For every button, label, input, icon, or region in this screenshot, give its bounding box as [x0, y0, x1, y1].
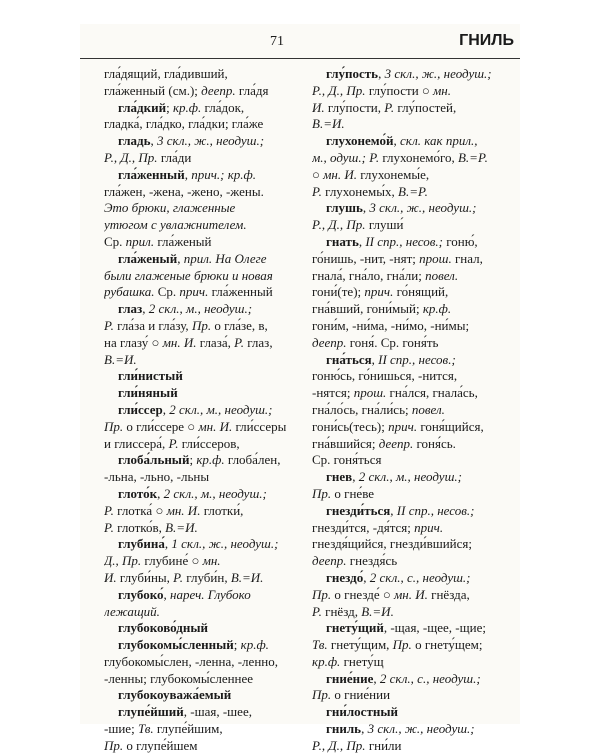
entry-text: ,: [184, 166, 192, 182]
dictionary-line: [312, 66, 517, 83]
entry-text: гла́ди: [157, 149, 192, 165]
entry-text: гла́дя: [235, 82, 269, 98]
headword: глаз: [118, 301, 143, 317]
entry-text: и глиссера́,: [104, 435, 169, 451]
grammar-note: прич.; кр.ф.: [191, 166, 257, 182]
entry-text: глуби́ны,: [116, 569, 174, 585]
dictionary-line: [312, 133, 517, 150]
entry-text: о гние́нии: [331, 687, 391, 703]
dictionary-line: [104, 503, 309, 520]
grammar-note: Пр.: [191, 317, 212, 333]
dictionary-line: [312, 200, 517, 217]
grammar-note: деепр.: [312, 334, 347, 350]
headword: гнев: [326, 469, 353, 485]
dictionary-line: [312, 452, 517, 469]
page-header: [80, 24, 520, 60]
grammar-note: Тв.: [137, 721, 154, 737]
dictionary-line: [312, 234, 517, 251]
entry-text: ,: [378, 66, 385, 81]
grammar-note: лежащий.: [104, 603, 160, 619]
grammar-note: кр.ф.: [312, 653, 341, 669]
grammar-note: прил. На Олеге: [183, 250, 267, 266]
headword: глубоково́дный: [118, 620, 208, 636]
headword: гнать: [326, 233, 359, 249]
dictionary-line: [104, 83, 309, 100]
entry-text: гла́женный (см.);: [104, 82, 202, 98]
entry-text: ,: [177, 250, 184, 266]
grammar-note: нареч. Глубоко: [170, 586, 251, 602]
grammar-note: м., одуш.; Р.: [312, 149, 380, 165]
dictionary-line: [104, 100, 309, 117]
dictionary-line: [104, 167, 309, 184]
dictionary-line: [312, 620, 517, 637]
entry-text: глоба́лен,: [224, 452, 281, 468]
dictionary-line: [104, 368, 309, 385]
entry-text: гна́вший, гони́мый;: [312, 301, 423, 317]
entry-text: глухонемо́го,: [379, 149, 458, 165]
dictionary-line: [104, 570, 309, 587]
entry-text: ,: [390, 502, 397, 518]
grammar-note: 2 скл., с., неодуш.;: [369, 569, 471, 585]
dictionary-line: [104, 301, 309, 318]
entry-text: ;: [233, 637, 241, 653]
grammar-note: В.=И.: [312, 116, 345, 132]
grammar-note: II спр., несов.;: [378, 351, 456, 367]
dictionary-line: [104, 620, 309, 637]
grammar-note: Р., Д., Пр.: [104, 149, 158, 165]
entry-text: гли́ссеров,: [178, 435, 240, 451]
entry-text: гоня́щийся,: [417, 418, 484, 434]
entry-text: ,: [373, 670, 380, 686]
dictionary-line: [312, 536, 517, 553]
grammar-note: В.=Р.: [398, 183, 428, 199]
grammar-note: Р.: [312, 603, 322, 619]
dictionary-line: [312, 368, 517, 385]
dictionary-line: [104, 520, 309, 537]
grammar-note: мн. И.: [166, 502, 201, 518]
entry-text: гоню́сь, го́нишься, -нится,: [312, 368, 458, 384]
grammar-note: прош.: [419, 250, 452, 266]
dictionary-line: [312, 654, 517, 671]
grammar-note: деепр.: [201, 82, 236, 98]
entry-text: гнету́щ: [340, 653, 384, 669]
grammar-note: II спр., несов.;: [396, 502, 475, 518]
entry-text: ,: [150, 133, 157, 149]
dictionary-line: [104, 116, 309, 133]
entry-text: глупе́йшим,: [153, 721, 223, 737]
headword: гла́женный: [118, 166, 185, 182]
grammar-note: Пр.: [104, 737, 124, 753]
dictionary-line: [312, 100, 517, 117]
grammar-note: 2 скл., м., неодуш.;: [163, 485, 267, 501]
dictionary-line: [104, 385, 309, 402]
entry-text: о гли́ссере ○: [123, 418, 199, 434]
grammar-note: прил.: [125, 233, 155, 249]
entry-text: гна́вшийся;: [312, 435, 379, 451]
entry-text: глаза́,: [196, 334, 235, 350]
entry-text: гладка́, гла́дко, гла́дки; гла́же: [104, 116, 264, 132]
grammar-note: 3 скл., ж., неодуш.;: [157, 133, 265, 149]
grammar-note: Это брюки, глаженные: [104, 200, 236, 216]
grammar-note: Пр.: [312, 586, 332, 602]
entry-text: ○: [312, 166, 324, 182]
headword: гние́ние: [326, 670, 374, 686]
entry-text: о гла́зе, в,: [211, 317, 268, 333]
dictionary-line: [104, 704, 309, 721]
entry-text: глаз,: [244, 334, 273, 350]
grammar-note: Пр.: [312, 687, 332, 703]
dictionary-line: [104, 637, 309, 654]
dictionary-line: [312, 637, 517, 654]
entry-text: о глупе́йшем: [123, 737, 198, 753]
dictionary-line: [104, 721, 309, 738]
grammar-note: рубашка.: [104, 284, 155, 300]
grammar-note: Р.: [104, 519, 114, 535]
dictionary-line: [104, 217, 309, 234]
entry-text: гнезди́тся, -дя́тся;: [312, 519, 415, 535]
dictionary-line: [104, 436, 309, 453]
headword: гладь: [118, 133, 151, 149]
entry-text: глу́пости ○: [365, 82, 434, 98]
grammar-note: мн. И.: [323, 166, 357, 182]
grammar-note: Р.: [312, 183, 322, 199]
entry-text: ,: [363, 569, 370, 585]
grammar-note: мн. И.: [198, 418, 233, 434]
grammar-note: Пр.: [104, 418, 124, 434]
entry-text: глуши́: [365, 217, 404, 233]
dictionary-line: [312, 738, 517, 755]
grammar-note: Р., Д., Пр.: [312, 82, 366, 98]
dictionary-line: [312, 486, 517, 503]
grammar-note: 2 скл., м., неодуш.;: [148, 301, 253, 317]
grammar-note: прош.: [353, 385, 387, 401]
page-number: 71: [270, 34, 284, 49]
grammar-note: деепр.: [378, 435, 414, 451]
entry-text: гоня́. Ср. гоня́ть: [346, 334, 439, 350]
entry-text: Ср. гоня́ться: [312, 452, 382, 468]
dictionary-line: [312, 721, 517, 738]
entry-text: глухонемы́е,: [357, 166, 430, 182]
headword: глупе́йший: [118, 704, 184, 720]
dictionary-line: [104, 687, 309, 704]
entry-text: ,: [358, 233, 366, 249]
grammar-note: прич.: [388, 418, 418, 434]
entry-text: гоня́сь.: [413, 435, 456, 451]
grammar-note: Р.: [104, 502, 114, 518]
dictionary-line: [104, 671, 309, 688]
dictionary-line: [312, 167, 517, 184]
grammar-note: Р., Д., Пр.: [312, 217, 366, 233]
grammar-note: II спр., несов.;: [365, 233, 443, 249]
entry-text: глубокомы́слен, -ленна, -ленно,: [104, 653, 278, 669]
dictionary-line: [104, 200, 309, 217]
entry-text: гла́женный: [208, 284, 273, 300]
grammar-note: 2 скл., с., неодуш.;: [379, 670, 481, 686]
entry-text: о гнету́щем;: [411, 637, 483, 653]
grammar-note: прич.: [414, 519, 444, 535]
headword: глубоко́: [118, 586, 164, 602]
dictionary-line: [104, 234, 309, 251]
headword: глушь: [326, 200, 363, 216]
dictionary-line: [312, 503, 517, 520]
entry-text: глуби́н,: [183, 569, 231, 585]
entry-text: гла́за и гла́зу,: [113, 317, 192, 333]
dictionary-line: [312, 352, 517, 369]
dictionary-line: [104, 536, 309, 553]
grammar-note: Пр.: [312, 485, 332, 501]
grammar-note: Р., Д., Пр.: [312, 737, 366, 753]
entry-text: гла́дящий, гла́дивший,: [104, 66, 228, 81]
dictionary-line: [104, 66, 309, 83]
grammar-note: кр.ф.: [196, 452, 225, 468]
entry-text: -льна, -льно, -льны: [104, 469, 210, 485]
dictionary-line: [312, 570, 517, 587]
entry-text: Ср.: [154, 284, 180, 300]
dictionary-line: [312, 553, 517, 570]
headword: глу́пость: [326, 66, 379, 81]
grammar-note: повел.: [425, 267, 459, 283]
entry-text: гнету́щим,: [327, 637, 393, 653]
dictionary-line: [312, 335, 517, 352]
dictionary-line: [104, 469, 309, 486]
dictionary-page: [80, 24, 520, 753]
dictionary-line: [312, 251, 517, 268]
entry-text: глу́постей,: [394, 99, 457, 115]
dictionary-line: [104, 604, 309, 621]
dictionary-line: [312, 83, 517, 100]
entry-text: ,: [163, 586, 171, 602]
dictionary-line: [104, 184, 309, 201]
left-column: [104, 66, 309, 755]
grammar-note: мн.: [202, 553, 221, 569]
dictionary-line: [312, 385, 517, 402]
entry-text: гнездя́сь: [346, 553, 398, 569]
grammar-note: В.=И.: [230, 569, 264, 585]
entry-text: ;: [189, 452, 197, 468]
entry-text: гнёзда,: [427, 586, 470, 602]
grammar-note: повел.: [411, 401, 445, 417]
grammar-note: В.=И.: [165, 519, 198, 535]
headword: гнету́щий: [326, 620, 384, 636]
headword: гнездо́: [326, 569, 364, 585]
entry-text: ,: [162, 401, 170, 417]
grammar-note: прич.: [179, 284, 209, 300]
grammar-note: скл. как прил.,: [399, 133, 478, 149]
dictionary-line: [104, 402, 309, 419]
grammar-note: мн. И.: [162, 334, 197, 350]
grammar-note: кр.ф.: [172, 99, 202, 115]
grammar-note: 3 скл., ж., неодуш.;: [369, 200, 477, 216]
entry-text: гла́жен, -жена, -жено, -жены.: [104, 183, 264, 199]
grammar-note: утюгом с увлажнителем.: [104, 217, 247, 233]
dictionary-line: [312, 301, 517, 318]
dictionary-line: [312, 436, 517, 453]
dictionary-line: [312, 520, 517, 537]
entry-text: Ср.: [104, 233, 126, 249]
headword: гли́няный: [118, 385, 178, 401]
dictionary-line: [312, 116, 517, 133]
entry-text: гни́ли: [365, 737, 402, 753]
entry-text: ,: [142, 301, 149, 317]
entry-text: ,: [362, 200, 370, 216]
grammar-note: деепр.: [312, 553, 347, 569]
entry-text: на глазу́ ○: [104, 334, 163, 350]
dictionary-line: [312, 402, 517, 419]
grammar-note: 3 скл., ж., неодуш.;: [367, 721, 475, 737]
dictionary-line: [104, 486, 309, 503]
headword: гли́ссер: [118, 401, 163, 417]
entry-text: ,: [157, 485, 164, 501]
headword: глубокоуважа́емый: [118, 687, 232, 703]
dictionary-line: [312, 587, 517, 604]
entry-text: гла́док,: [201, 99, 245, 115]
entry-text: глубине́ ○: [141, 553, 203, 569]
dictionary-line: [312, 284, 517, 301]
entry-text: го́нящий,: [393, 284, 449, 300]
entry-text: гнездя́щийся, гнезди́вшийся;: [312, 536, 472, 552]
entry-text: гони́м, -ни́ма, -ни́мо, -ни́мы;: [312, 317, 470, 333]
dictionary-line: [104, 587, 309, 604]
grammar-note: мн. И.: [394, 586, 428, 602]
grammar-note: В.=Р.: [457, 149, 488, 165]
entry-text: , -шая, -шее,: [183, 704, 252, 720]
entry-text: гна́лся, гнала́сь,: [386, 385, 478, 401]
entry-text: ,: [371, 351, 379, 367]
grammar-note: мн.: [433, 82, 452, 98]
dictionary-line: [104, 284, 309, 301]
dictionary-line: [312, 318, 517, 335]
dictionary-line: [312, 419, 517, 436]
entry-text: глотко́в,: [113, 519, 166, 535]
headword: гни́лостный: [326, 704, 398, 720]
entry-text: -ленны; глубокомы́сленнее: [104, 670, 254, 686]
grammar-note: 2 скл., м., неодуш.;: [358, 469, 462, 485]
entry-text: гли́ссеры: [232, 418, 287, 434]
entry-text: гоню́,: [442, 233, 478, 249]
headword: глухонемо́й: [326, 133, 394, 149]
dictionary-line: [104, 150, 309, 167]
headword: гли́нистый: [118, 368, 183, 384]
entry-text: глотка́ ○: [113, 502, 167, 518]
grammar-note: В.=И.: [361, 603, 394, 619]
grammar-note: Р.: [104, 317, 114, 333]
headword: гнезди́ться: [326, 502, 391, 518]
grammar-note: 1 скл., ж., неодуш.;: [171, 536, 279, 552]
dictionary-line: [104, 251, 309, 268]
headword: глото́к: [118, 485, 158, 501]
entry-text: -шие;: [104, 721, 138, 737]
dictionary-line: [104, 419, 309, 436]
entry-text: о гне́ве: [331, 485, 375, 501]
headword: гла́дкий: [118, 99, 167, 115]
grammar-note: И.: [104, 569, 117, 585]
entry-text: гони́сь(тесь);: [312, 418, 389, 434]
entry-text: ;: [166, 99, 173, 115]
grammar-note: были глаженые брюки и новая: [104, 267, 273, 283]
entry-text: гнал,: [451, 250, 483, 266]
entry-text: , -щая, -щее, -щие;: [383, 620, 486, 636]
grammar-note: Тв.: [312, 637, 328, 653]
entry-text: о гнезде́ ○: [331, 586, 394, 602]
dictionary-line: [104, 268, 309, 285]
entry-text: глухонемы́х,: [321, 183, 398, 199]
headword: гла́женый: [118, 250, 178, 266]
entry-text: глотки́,: [200, 502, 244, 518]
headword: гна́ться: [326, 351, 372, 367]
entry-text: -нятся;: [312, 385, 354, 401]
dictionary-line: [312, 217, 517, 234]
dictionary-line: [104, 738, 309, 755]
entry-text: глу́пости,: [324, 99, 385, 115]
running-head: ГНИЛЬ: [459, 32, 514, 49]
grammar-note: Пр.: [392, 637, 412, 653]
entry-text: ,: [393, 133, 400, 149]
headword: глубокомы́сленный: [118, 637, 234, 653]
entry-text: ,: [164, 536, 172, 552]
grammar-note: Р.: [384, 99, 395, 115]
headword: глоба́льный: [118, 452, 190, 468]
entry-text: гнёзд,: [321, 603, 362, 619]
dictionary-line: [104, 335, 309, 352]
dictionary-line: [312, 704, 517, 721]
grammar-note: Р.: [173, 569, 184, 585]
dictionary-line: [104, 318, 309, 335]
entry-text: го́нишь, -нит, -нят;: [312, 250, 420, 266]
dictionary-line: [312, 469, 517, 486]
right-column: [312, 66, 517, 755]
entry-text: гони́(те);: [312, 284, 365, 300]
entry-text: гла́женый: [154, 233, 212, 249]
dictionary-line: [312, 671, 517, 688]
grammar-note: В.=И.: [104, 351, 137, 367]
dictionary-line: [104, 553, 309, 570]
grammar-note: прич.: [364, 284, 394, 300]
entry-text: ,: [352, 469, 359, 485]
entry-text: гна́ло́сь, гна́ли́сь;: [312, 401, 412, 417]
dictionary-line: [104, 452, 309, 469]
grammar-note: Р.: [234, 334, 244, 350]
grammar-note: Р.: [168, 435, 179, 451]
grammar-note: 3 скл., ж., неодуш.;: [384, 66, 492, 81]
dictionary-line: [312, 604, 517, 621]
entry-text: гнала́, гна́ло, гна́ли;: [312, 267, 426, 283]
headword: гниль: [326, 721, 362, 737]
grammar-note: кр.ф.: [422, 301, 452, 317]
headword: глубина́: [118, 536, 165, 552]
dictionary-line: [104, 352, 309, 369]
grammar-note: 2 скл., м., неодуш.;: [169, 401, 273, 417]
dictionary-line: [312, 687, 517, 704]
dictionary-line: [104, 654, 309, 671]
dictionary-line: [312, 268, 517, 285]
entry-text: ,: [361, 721, 368, 737]
dictionary-line: [312, 184, 517, 201]
grammar-note: кр.ф.: [240, 637, 269, 653]
dictionary-line: [312, 150, 517, 167]
grammar-note: И.: [312, 99, 325, 115]
header-rule: [80, 58, 520, 59]
grammar-note: Д., Пр.: [104, 553, 142, 569]
dictionary-line: [104, 133, 309, 150]
